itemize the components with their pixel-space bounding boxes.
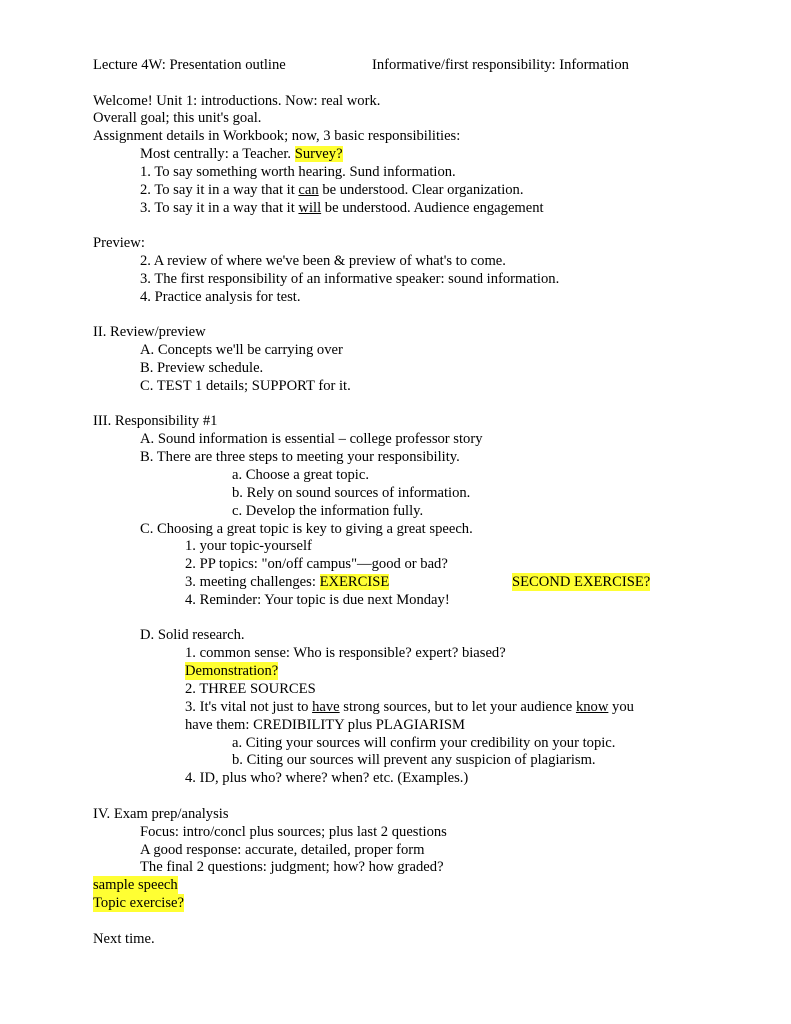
exercise-highlight: EXERCISE <box>319 574 390 590</box>
section-4-heading: IV. Exam prep/analysis <box>93 806 229 822</box>
responsibility-2-text-b: be understood. Clear organization. <box>318 182 524 198</box>
header-right: Informative/first responsibility: Information <box>372 57 629 73</box>
demonstration-highlight: Demonstration? <box>185 663 279 679</box>
responsibility-3 <box>140 199 544 217</box>
topic-item-3-text: 3. meeting challenges: <box>185 574 316 590</box>
have-underline: have <box>312 699 340 715</box>
research-item-4: 4. ID, plus who? where? when? etc. (Examples.) <box>185 770 469 786</box>
second-exercise-highlight: SECOND EXERCISE? <box>512 574 651 590</box>
section-2-heading: II. Review/preview <box>93 324 206 340</box>
section-2-item-b: B. Preview schedule. <box>140 360 264 376</box>
responsibility-2-text-a: 2. To say it in a way that it <box>140 182 299 198</box>
section-3-step-b: b. Rely on sound sources of information. <box>232 485 471 501</box>
responsibility-1: 1. To say something worth hearing. Sund information. <box>140 164 456 180</box>
intro-line-1: Welcome! Unit 1: introductions. Now: real work. <box>93 93 381 109</box>
preview-heading: Preview: <box>93 235 145 251</box>
sample-speech-highlight: sample speech <box>93 877 178 893</box>
topic-item-3 <box>185 573 389 591</box>
header-left: Lecture 4W: Presentation outline <box>93 57 286 73</box>
intro-line-4 <box>140 145 343 163</box>
research-item-3-continued: have them: CREDIBILITY plus PLAGIARISM <box>185 717 465 733</box>
research-item-3-text-b: strong sources, but to let your audience <box>339 699 576 715</box>
survey-highlight: Survey? <box>294 146 343 162</box>
research-item-3-text-a: 3. It's vital not just to <box>185 699 313 715</box>
research-item-1: 1. common sense: Who is responsible? expert? biased? <box>185 645 506 661</box>
preview-item-4: 4. Practice analysis for test. <box>140 289 301 305</box>
section-2-item-a: A. Concepts we'll be carrying over <box>140 342 343 358</box>
topic-item-4: 4. Reminder: Your topic is due next Monday! <box>185 592 450 608</box>
responsibility-3-text-b: be understood. Audience engagement <box>321 200 544 216</box>
exam-prep-line-3: The final 2 questions: judgment; how? how graded? <box>140 859 444 875</box>
section-3-item-a: A. Sound information is essential – college professor story <box>140 431 483 447</box>
topic-item-1: 1. your topic-yourself <box>185 538 312 554</box>
responsibility-2-underline: can <box>298 182 319 198</box>
intro-line-4-text: Most centrally: a Teacher. <box>140 146 292 162</box>
section-3-item-d: D. Solid research. <box>140 627 245 643</box>
intro-line-3: Assignment details in Workbook; now, 3 basic responsibilities: <box>93 128 461 144</box>
responsibility-3-text-a: 3. To say it in a way that it <box>140 200 299 216</box>
exam-prep-line-1: Focus: intro/concl plus sources; plus last 2 questions <box>140 824 447 840</box>
exam-prep-line-2: A good response: accurate, detailed, proper form <box>140 842 425 858</box>
research-item-3-text-c: you <box>608 699 634 715</box>
section-3-step-a: a. Choose a great topic. <box>232 467 369 483</box>
section-3-step-c: c. Develop the information fully. <box>232 503 424 519</box>
citing-item-a: a. Citing your sources will confirm your credibility on your topic. <box>232 735 616 751</box>
know-underline: know <box>575 699 609 715</box>
section-3-item-b: B. There are three steps to meeting your responsibility. <box>140 449 460 465</box>
responsibility-2 <box>140 181 524 199</box>
preview-item-2: 2. A review of where we've been & preview of what's to come. <box>140 253 506 269</box>
research-item-3 <box>185 698 634 716</box>
preview-item-3: 3. The first responsibility of an informative speaker: sound information. <box>140 271 560 287</box>
section-3-item-c: C. Choosing a great topic is key to giving a great speech. <box>140 521 473 537</box>
topic-item-2: 2. PP topics: "on/off campus"—good or bad? <box>185 556 448 572</box>
intro-line-2: Overall goal; this unit's goal. <box>93 110 262 126</box>
section-2-item-c: C. TEST 1 details; SUPPORT for it. <box>140 378 351 394</box>
responsibility-3-underline: will <box>298 200 322 216</box>
research-item-2: 2. THREE SOURCES <box>185 681 316 697</box>
section-3-heading: III. Responsibility #1 <box>93 413 218 429</box>
closing-line: Next time. <box>93 931 155 947</box>
citing-item-b: b. Citing our sources will prevent any suspicion of plagiarism. <box>232 752 596 768</box>
topic-exercise-highlight: Topic exercise? <box>93 895 184 911</box>
